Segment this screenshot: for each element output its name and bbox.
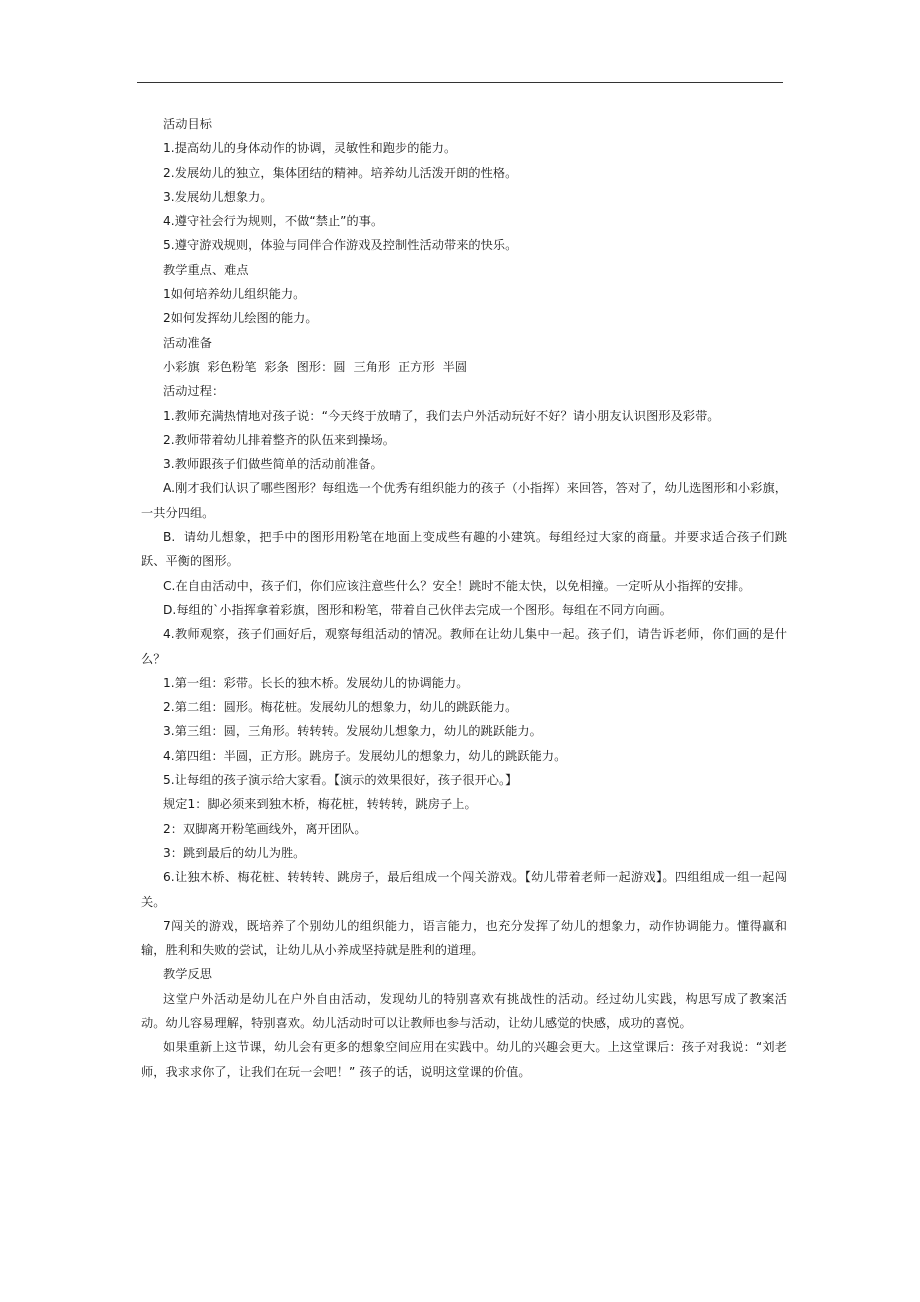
paragraph: 4.遵守社会行为规则，不做“禁止”的事。 xyxy=(163,214,384,229)
section-heading-goals: 活动目标 xyxy=(163,117,212,131)
paragraph: 5.让每组的孩子演示给大家看。【演示的效果很好，孩子很开心。】 xyxy=(163,773,518,788)
paragraph: 2.教师带着幼儿排着整齐的队伍来到操场。 xyxy=(163,432,396,447)
paragraph: 4.教师观察，孩子们画好后，观察每组活动的情况。教师在让幼儿集中一起。孩子们，请告诉老师，你们画的是什么？ xyxy=(141,627,787,666)
paragraph: 3.发展幼儿想象力。 xyxy=(163,189,273,204)
paragraph: A.刚才我们认识了哪些图形？每组选一个优秀有组织能力的孩子（小指挥）来回答，答对了，幼儿选图形和小彩旗，一共分四组。 xyxy=(141,481,787,520)
section-heading-key-points: 教学重点、难点 xyxy=(163,262,249,277)
paragraph: 这堂户外活动是幼儿在户外自由活动，发现幼儿的特别喜欢有挑战性的活动。经过幼儿实践，构思写成了教案活动。幼儿容易理解，特别喜欢。幼儿活动时可以让教师也参与活动，让幼儿感觉的快感，成功的喜悦。 xyxy=(141,991,787,1030)
paragraph: 2：双脚离开粉笔画线外，离开团队。 xyxy=(163,821,367,836)
section-heading-reflection: 教学反思 xyxy=(163,967,212,982)
paragraph: C.在自由活动中，孩子们，你们应该注意些什么？安全！跳时不能太快，以免相撞。一定听从小指挥的安排。 xyxy=(163,578,751,593)
paragraph: 6.让独木桥、梅花桩、转转转、跳房子，最后组成一个闯关游戏。【幼儿带着老师一起游戏】。四组组成一组一起闯关。 xyxy=(141,870,787,909)
paragraph: 1.教师充满热情地对孩子说：“今天终于放晴了，我们去户外活动玩好不好？请小朋友认识图形及彩带。 xyxy=(163,408,720,423)
paragraph: 4.第四组：半圆，正方形。跳房子。发展幼儿的想象力，幼儿的跳跃能力。 xyxy=(163,748,567,763)
paragraph: 2如何发挥幼儿绘图的能力。 xyxy=(163,311,318,326)
section-heading-process: 活动过程： xyxy=(163,384,225,399)
paragraph: D.每组的`小指挥拿着彩旗，图形和粉笔，带着自己伙伴去完成一个图形。每组在不同方向画。 xyxy=(163,602,673,617)
paragraph: 1如何培养幼儿组织能力。 xyxy=(163,287,306,302)
paragraph: 如果重新上这节课，幼儿会有更多的想象空间应用在实践中。幼儿的兴趣会更大。上这堂课后：孩子对我说：“刘老师，我求求你了，让我们在玩一会吧！” 孩子的话，说明这堂课的价值。 xyxy=(141,1040,787,1079)
paragraph: 2.发展幼儿的独立，集体团结的精神。培养幼儿活泼开朗的性格。 xyxy=(163,165,518,180)
paragraph: 1.第一组：彩带。长长的独木桥。发展幼儿的协调能力。 xyxy=(163,675,469,690)
section-heading-preparation: 活动准备 xyxy=(163,335,212,350)
paragraph: 1.提高幼儿的身体动作的协调，灵敏性和跑步的能力。 xyxy=(163,141,457,156)
header-rule xyxy=(137,82,783,83)
paragraph: 小彩旗 彩色粉笔 彩条 图形：圆 三角形 正方形 半圆 xyxy=(163,359,468,374)
paragraph: 规定1：脚必须来到独木桥，梅花桩，转转转，跳房子上。 xyxy=(163,797,477,812)
paragraph: 7闯关的游戏，既培养了个别幼儿的组织能力，语言能力，也充分发挥了幼儿的想象力，动作协调能力。懂得赢和输，胜利和失败的尝试，让幼儿从小养成坚持就是胜利的道理。 xyxy=(141,918,787,958)
paragraph: 5.遵守游戏规则，体验与同伴合作游戏及控制性活动带来的快乐。 xyxy=(163,238,518,253)
paragraph: 3：跳到最后的幼儿为胜。 xyxy=(163,845,306,860)
paragraph: B. 请幼儿想象，把手中的图形用粉笔在地面上变成些有趣的小建筑。每组经过大家的商量。并要求适合孩子们跳跃、平衡的图形。 xyxy=(141,530,787,569)
paragraph: 3.教师跟孩子们做些简单的活动前准备。 xyxy=(163,457,383,472)
paragraph: 2.第二组：圆形。梅花桩。发展幼儿的想象力，幼儿的跳跃能力。 xyxy=(163,700,518,715)
document-body xyxy=(141,112,787,1084)
paragraph: 3.第三组：圆，三角形。转转转。发展幼儿想象力，幼儿的跳跃能力。 xyxy=(163,724,542,739)
